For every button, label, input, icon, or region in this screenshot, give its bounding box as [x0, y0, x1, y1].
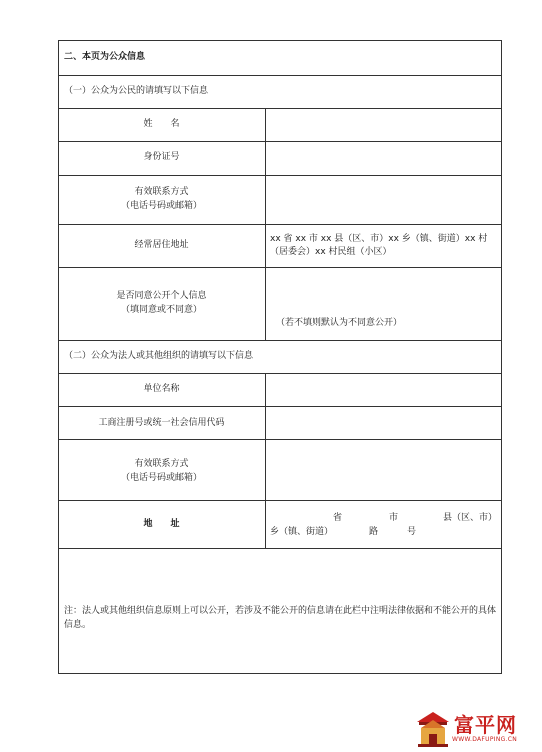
watermark-brand: 富平网	[454, 713, 517, 737]
consent-default-note: （若不填则默认为不同意公开）	[276, 318, 403, 328]
name-label: 姓 名	[143, 119, 180, 129]
org-contact-field[interactable]	[266, 440, 501, 500]
address-number: 号	[407, 527, 417, 537]
contact-label-note: （电话号码或邮箱）	[120, 201, 202, 211]
address-label: 地 址	[143, 519, 180, 529]
gate-icon	[417, 712, 449, 747]
note-text: 注：法人或其他组织信息原则上可以公开，若涉及不能公开的信息请在此栏中注明法律依据和不能公开的具体信息。	[64, 606, 497, 630]
table-border-bottom	[58, 673, 502, 674]
id-number-field[interactable]	[266, 142, 501, 175]
consent-label: 是否同意公开个人信息	[116, 291, 207, 301]
consent-label-note: （填同意或不同意）	[120, 305, 202, 315]
consent-field[interactable]	[266, 268, 501, 313]
address-province: 省	[333, 513, 343, 523]
unit-name-field[interactable]	[266, 374, 501, 406]
row-line	[58, 340, 502, 341]
name-field[interactable]	[266, 109, 501, 141]
table-border-top	[58, 40, 502, 41]
row-line	[58, 75, 502, 76]
contact-label: 有效联系方式	[134, 187, 189, 197]
credit-code-field[interactable]	[266, 407, 501, 439]
table-border-right	[501, 40, 502, 674]
row-line	[58, 500, 502, 501]
org-contact-label-note: （电话号码或邮箱）	[120, 473, 202, 483]
note-field[interactable]	[59, 549, 501, 673]
residence-label: 经常居住地址	[134, 240, 189, 250]
org-heading: （二）公众为法人或其他组织的请填写以下信息	[64, 351, 254, 361]
id-number-label: 身份证号	[143, 152, 180, 162]
unit-name-label: 单位名称	[143, 384, 180, 394]
credit-code-label: 工商注册号或统一社会信用代码	[98, 418, 225, 428]
citizen-heading: （一）公众为公民的请填写以下信息	[64, 86, 209, 96]
residence-value-line1: xx 省 xx 市 xx 县（区、市）xx 乡（镇、街道）xx 村	[270, 234, 488, 244]
address-city: 市	[389, 513, 399, 523]
org-contact-label: 有效联系方式	[134, 459, 189, 469]
address-township: 乡（镇、街道）	[270, 527, 334, 537]
residence-value-line2: （居委会）xx 村民组（小区）	[270, 247, 392, 257]
row-line	[58, 224, 502, 225]
section-title: 二、本页为公众信息	[64, 52, 146, 62]
address-county: 县（区、市）	[443, 513, 498, 523]
contact-field[interactable]	[266, 176, 501, 224]
watermark-url: WWW.DAFUPING.CN	[452, 736, 518, 743]
address-road: 路	[369, 527, 379, 537]
